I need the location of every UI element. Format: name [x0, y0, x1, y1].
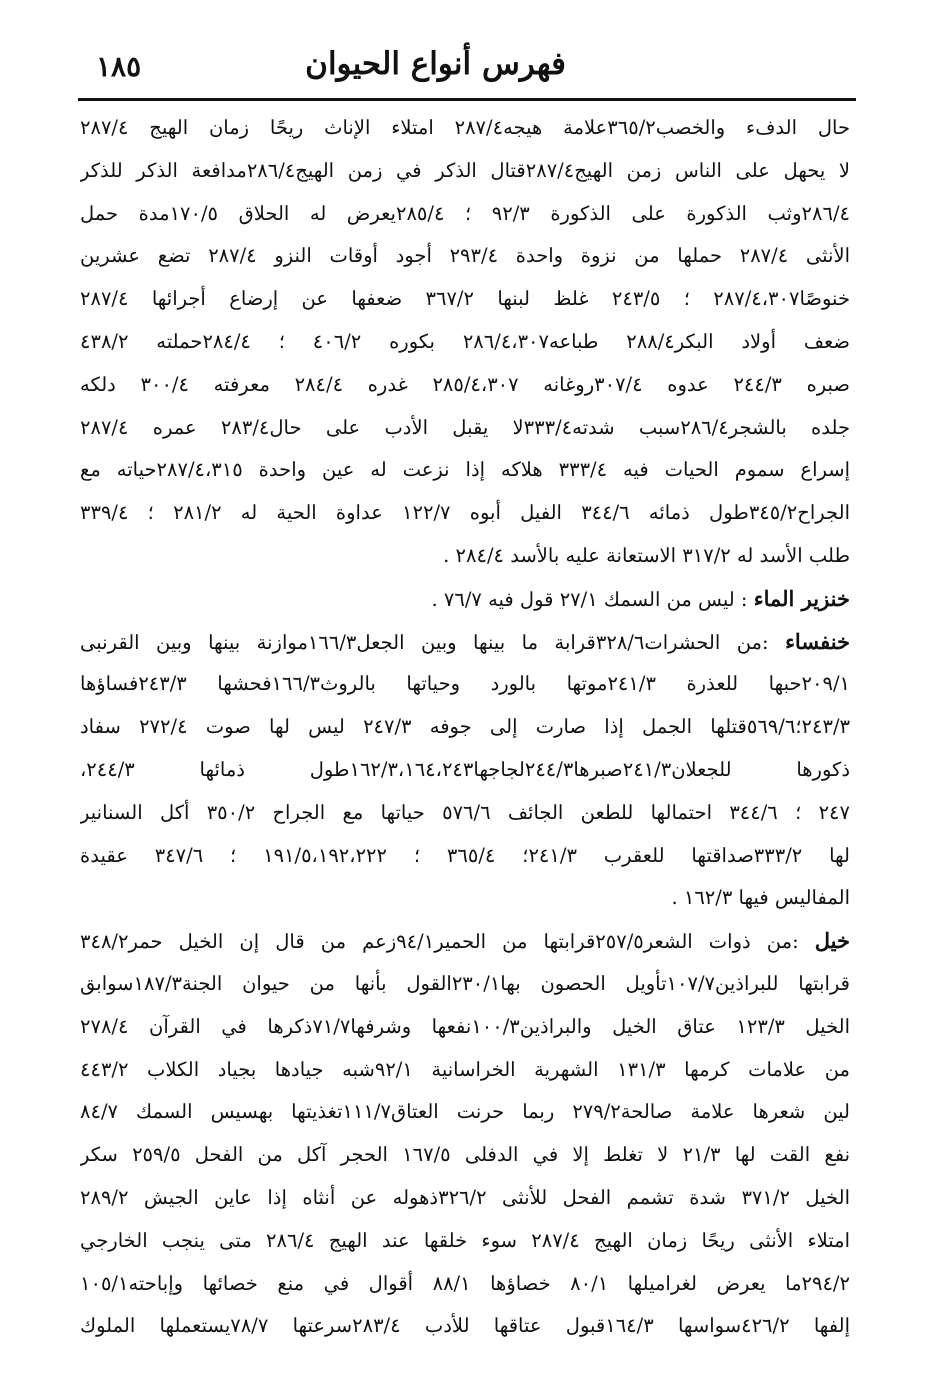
index-line — [80, 835, 850, 878]
index-line — [80, 621, 850, 664]
entry-keyword: خيل — [814, 928, 850, 954]
entry-text: ٢٤٣/٣؛٥٦٩/٦قتلها الجمل إذا صارت إلى جوفه ٢٤٧/٣ ليس لها صوت ٢٧٢/٤ سفاد — [80, 715, 850, 739]
page-header — [78, 40, 856, 98]
index-line — [80, 1177, 850, 1220]
entry-text: قرابتها للبراذين١٠٧/٧تأويل الحصون بها٢٣٠/١القول بأنها من حيوان الجنة١٨٧/٣سوابق — [80, 971, 850, 995]
entry-text: الخيل ٣٧١/٢ شدة تشمم الفحل للأنثى ٣٢٦/٢ذهوله عن أنثاه إذا عاين الجيش ٢٨٩/٢ — [80, 1185, 850, 1209]
entry-text: ٢٩٤/٢ما يعرض لغراميلها ٨٠/١ خصاؤها ٨٨/١ أقوال في منع خصائها وإباحته١٠٥/١ — [80, 1271, 850, 1295]
entry-text: حال الدفء والخصب٣٦٥/٢علامة هيجه٢٨٧/٤ امتلاء الإناث ريحًا زمان الهيج ٢٨٧/٤ — [80, 116, 850, 139]
index-line — [80, 1006, 850, 1049]
index-line — [80, 792, 850, 835]
entry-text: ٢٨٦/٤وثب الذكورة على الذكورة ٩٢/٣ ؛ ٢٨٥/٤يعرض له الحلاق ١٧٠/٥مدة حمل — [80, 201, 850, 225]
index-line — [80, 963, 850, 1006]
index-line — [80, 578, 850, 621]
index-line — [80, 877, 850, 920]
index-line — [80, 449, 850, 492]
entry-text: الخيل ١٢٣/٣ عتاق الخيل والبراذين١٠٠/٣نفعها وشرفها٧١/٧ذكرها في القرآن ٢٧٨/٤ — [80, 1014, 850, 1038]
entry-keyword: خنفساء — [785, 628, 850, 654]
index-body — [80, 107, 850, 1348]
index-line — [80, 1049, 850, 1092]
entry-text: طلب الأسد له ٣١٧/٢ الاستعانة عليه بالأسد ٢٨٤/٤ . — [443, 543, 850, 567]
index-line — [80, 535, 850, 578]
index-line — [80, 706, 850, 749]
index-line — [80, 321, 850, 364]
entry-text: الجراح٣٤٥/٢طول ذمائه ٣٤٤/٦ الفيل أبوه ١٢٢/٧ عداوة الحية له ٢٨١/٢ ؛ ٣٣٩/٤ — [80, 501, 850, 525]
page-number: ١٨٥ — [96, 50, 142, 83]
entry-text: إلفها ٤٢٦/٢سواسها ١٦٤/٣قبول عتاقها للأدب ٢٨٣/٤سرعتها ٧٨/٧يستعملها الملوك — [80, 1314, 850, 1338]
entry-text: الأنثى ٢٨٧/٤ حملها من نزوة واحدة ٢٩٣/٤ أجود أوقات النزو ٢٨٧/٤ تضع عشرين — [80, 244, 850, 268]
entry-text: إسراع سموم الحيات فيه ٣٣٣/٤ هلاكه إذا نزعت له عين واحدة ٢٨٧/٤،٣١٥حياته مع — [80, 458, 850, 482]
index-line — [80, 749, 850, 792]
entry-text: ٢٤٧ ؛ ٣٤٤/٦ احتمالها للطعن الجائف ٥٧٦/٦ حياتها مع الجراح ٣٥٠/٢ أكل السنانير — [80, 800, 850, 824]
index-line — [80, 235, 850, 278]
index-line — [80, 663, 850, 706]
index-line — [80, 920, 850, 963]
index-line — [80, 193, 850, 236]
entry-text: ذكورها للجعلان٢٤١/٣صبرها٢٤٤/٣لجاجها١٦٢/٣،١٦٤،٢٤٣طول ذمائها ٢٤٤/٣، — [80, 757, 850, 781]
index-line — [80, 492, 850, 535]
entry-text: ضعف أولاد البكر٢٨٨/٤ طباعه٢٨٦/٤،٣٠٧ بكوره ٤٠٦/٢ ؛ ٢٨٤/٤حملته ٤٣٨/٢ — [80, 329, 850, 353]
index-line — [80, 1220, 850, 1263]
index-line — [80, 364, 850, 407]
entry-keyword: خنزير الماء — [753, 585, 850, 611]
index-line — [80, 150, 850, 193]
entry-text: لين شعرها علامة صالحة٢٧٩/٢ ربما حرنت العتاق١١١/٧تغذيتها بهسيس السمك ٨٤/٧ — [80, 1100, 850, 1124]
entry-text: :من الحشرات٣٢٨/٦قرابة ما بينها وبين الجعل١٦٦/٣موازنة بينها وبين القرنبى — [80, 630, 786, 654]
index-line — [80, 278, 850, 321]
entry-text: جلده بالشجر٢٨٦/٤سبب شدته٣٣٣/٤لا يقبل الأدب على حال٢٨٣/٤ عمره ٢٨٧/٤ — [80, 415, 850, 439]
entry-text: ٢٠٩/١حبها للعذرة ٢٤١/٣موتها بالورد وحياتها بالروث١٦٦/٣فحشها ٢٤٣/٣فساؤها — [80, 672, 850, 696]
entry-text: لا يحهل على الناس زمن الهيج٢٨٧/٤قتال الذكر في زمن الهيج٢٨٦/٤مدافعة الذكر للذكر — [80, 158, 850, 182]
index-line — [80, 107, 850, 150]
running-title: فهرس أنواع الحيوان — [305, 46, 566, 82]
header-divider — [78, 98, 856, 101]
entry-text: خنوصًا٢٨٧/٤،٣٠٧ ؛ ٢٤٣/٥ غلظ لبنها ٣٦٧/٢ ضعفها عن إرضاع أجرائها ٢٨٧/٤ — [80, 287, 850, 311]
entry-text: امتلاء الأنثى ريحًا زمان الهيج ٢٨٧/٤ سوء خلقها عند الهيج ٢٨٦/٤ متى ينجب الخارجي — [80, 1228, 850, 1252]
entry-text: صبره ٢٤٤/٣ عدوه ٣٠٧/٤روغانه ٢٨٥/٤،٣٠٧ غدره ٢٨٤/٤ معرفته ٣٠٠/٤ دلكه — [80, 372, 850, 396]
entry-text: :من ذوات الشعر٢٥٧/٥قرابتها من الحمير٩٤/١زعم من قال إن الخيل حمر٣٤٨/٢ — [80, 930, 815, 954]
entry-text: من علامات كرمها ١٣١/٣ الشهرية الخراسانية ٩٢/١شبه جيادها بجياد الكلاب ٤٤٣/٢ — [80, 1057, 850, 1081]
entry-text: لها ٣٣٣/٢صداقتها للعقرب ٢٤١/٣؛ ٣٦٥/٤ ؛ ١٩١/٥،١٩٢،٢٢٢ ؛ ٣٤٧/٦ عقيدة — [80, 843, 850, 867]
index-line — [80, 1305, 850, 1348]
index-line — [80, 1134, 850, 1177]
entry-text: نفع القت لها ٢١/٣ لا تغلط إلا في الدفلى ١٦٧/٥ الحجر آكل من الفحل ٢٥٩/٥ سكر — [80, 1143, 850, 1167]
entry-text: : ليس من السمك ٢٧/١ قول فيه ٧٦/٧ . — [431, 587, 754, 611]
index-line — [80, 1091, 850, 1134]
index-line — [80, 407, 850, 450]
entry-text: المفاليس فيها ١٦٢/٣ . — [671, 886, 850, 910]
index-line — [80, 1263, 850, 1306]
